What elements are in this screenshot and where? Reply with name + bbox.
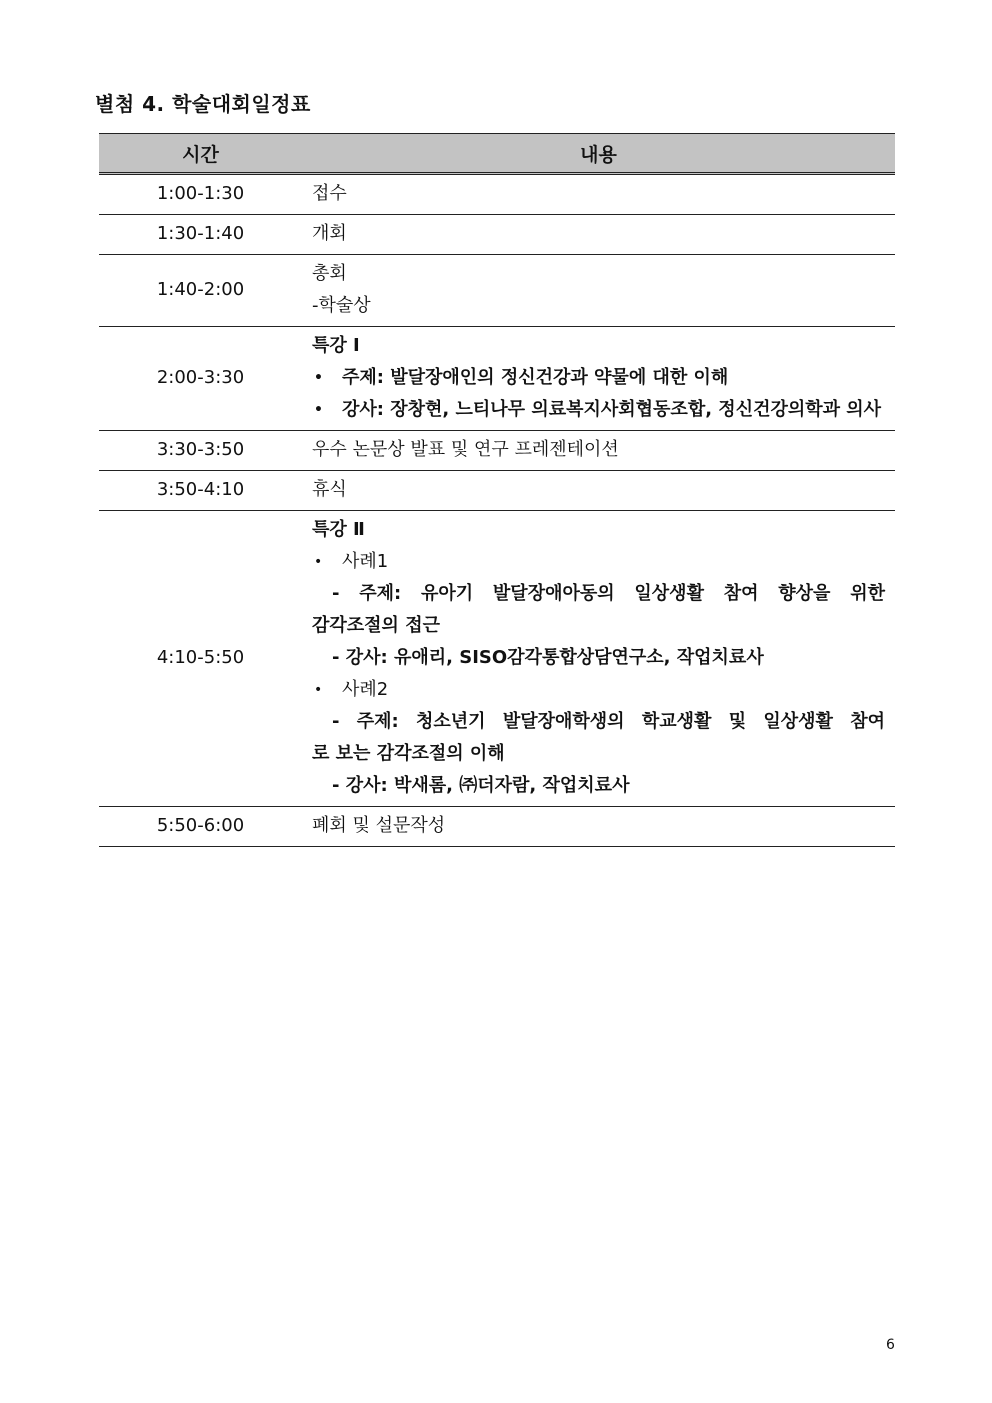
page-title: 별첨 4. 학술대회일정표 — [95, 92, 311, 116]
table-row — [99, 511, 895, 807]
row-time: 1:00-1:30 — [99, 174, 302, 215]
table-row — [99, 807, 895, 847]
row-content: 우수 논문상 발표 및 연구 프레젠테이션 — [302, 431, 895, 471]
bullet-text: 강사: 장창현, 느티나무 의료복지사회협동조합, 정신건강의학과 의사 — [342, 399, 882, 420]
bullet-icon: • — [314, 402, 323, 418]
row-content: 접수 — [302, 174, 895, 215]
row-time: 2:00-3:30 — [99, 327, 302, 431]
row-content — [302, 327, 895, 431]
header-time: 시간 — [99, 134, 302, 174]
bullet-item — [312, 674, 885, 706]
bullet-item — [312, 394, 885, 426]
row-time: 3:30-3:50 — [99, 431, 302, 471]
page-number: 6 — [886, 1337, 895, 1353]
bullet-item — [312, 362, 885, 394]
table-row — [99, 327, 895, 431]
table-row — [99, 215, 895, 255]
row-time: 5:50-6:00 — [99, 807, 302, 847]
table-row — [99, 174, 895, 215]
case-topic: - 주제: 유아기 발달장애아동의 일상생활 참여 향상을 위한 — [332, 583, 885, 604]
bullet-text: 주제: 발달장애인의 정신건강과 약물에 대한 이해 — [342, 367, 729, 388]
case-speaker: - 강사: 박새롬, ㈜더자람, 작업치료사 — [332, 775, 630, 796]
row-time: 1:40-2:00 — [99, 255, 302, 327]
lecture-heading: 특강 Ⅰ — [312, 335, 360, 356]
case-label: 사례2 — [342, 679, 389, 700]
content-line: -학술상 — [312, 295, 371, 316]
table-row — [99, 255, 895, 327]
row-content — [302, 511, 895, 807]
row-content: 휴식 — [302, 471, 895, 511]
table-row — [99, 471, 895, 511]
bullet-icon: • — [314, 370, 323, 386]
bullet-icon: • — [314, 682, 323, 698]
lecture-heading: 특강 Ⅱ — [312, 519, 365, 540]
table-header-row — [99, 134, 895, 174]
case-topic-cont: 감각조절의 접근 — [312, 615, 440, 636]
row-time: 4:10-5:50 — [99, 511, 302, 807]
case-topic: - 주제: 청소년기 발달장애학생의 학교생활 및 일상생활 참여 — [332, 711, 885, 732]
row-time: 1:30-1:40 — [99, 215, 302, 255]
row-content: 폐회 및 설문작성 — [302, 807, 895, 847]
row-time: 3:50-4:10 — [99, 471, 302, 511]
table-row — [99, 431, 895, 471]
case-topic-cont: 로 보는 감각조절의 이해 — [312, 743, 505, 764]
schedule-table — [99, 133, 895, 847]
header-content: 내용 — [302, 134, 895, 174]
case-speaker: - 강사: 유애리, SISO감각통합상담연구소, 작업치료사 — [332, 647, 764, 668]
row-content: 개회 — [302, 215, 895, 255]
content-line: 총회 — [312, 263, 347, 284]
bullet-icon: • — [314, 554, 323, 570]
case-label: 사례1 — [342, 551, 389, 572]
row-content — [302, 255, 895, 327]
bullet-item — [312, 546, 885, 578]
